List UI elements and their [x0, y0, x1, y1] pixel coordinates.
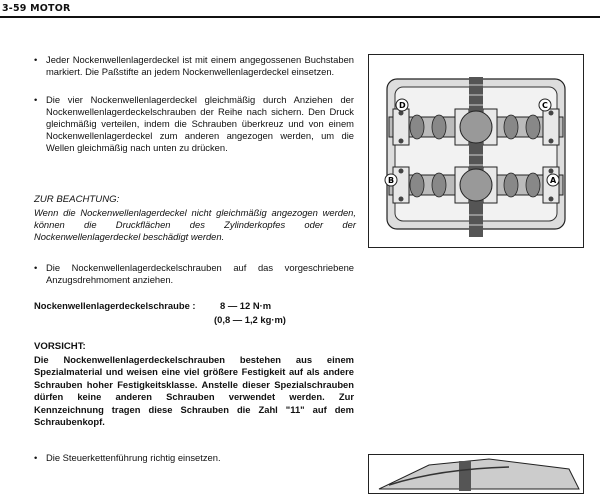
cap-label-c: C [542, 101, 548, 110]
camshaft-caps-figure [368, 54, 584, 248]
header-rule [0, 16, 600, 18]
bullet-bearing-caps-marking: • Jeder Nockenwellenlagerdeckel ist mit einem angegossenen Buchstaben markiert. Die Paßstifte an jedem Nockenwellenlagerdeckel einsetzen. [34, 54, 354, 78]
bullet-torque: • Die Nockenwellenlagerdeckelschrauben auf das vorgeschriebene Anzugsdrehmoment anziehen. [34, 262, 354, 286]
note-title: ZUR BEACHTUNG: [34, 194, 120, 205]
note-text: Wenn die Nockenwellenlagerdeckel nicht gleichmäßig angezogen werden, können die Druckflächen des Zylinderkopfes oder der Nockenwellenlagerdeckel beschädigt werden. [34, 207, 356, 242]
warning-title: VORSICHT: [34, 341, 86, 352]
warning-text: Die Nockenwellenlagerdeckelschrauben bestehen aus einem Spezialmaterial und weisen eine viel größere Festigkeit auf als andere Schrauben hoher Festigkeitsklasse. Anstelle dieser Spezialschrauben dürfen keine anderen Schrauben verwendet werden. Zur Kennzeichnung tragen diese Schrauben die Zahl "11" auf dem Schraubenkopf. [34, 354, 354, 428]
cap-label-a: A [550, 176, 557, 185]
spec-value-kgm: (0,8 — 1,2 kg·m) [214, 314, 286, 325]
cap-label-d: D [399, 101, 406, 110]
bullet-tighten-evenly: • Die vier Nockenwellenlagerdeckel gleichmäßig durch Anziehen der Nockenwellenlagerdeckelschrauben der Reihe nach sichern. Den Druck gleichmäßig verteilen, indem die Schrauben überkreuz und von einem Nockenwellenlagerdeckel zum anderen angezogen werden, um die Wellen gleichmäßig nach unten zu drücken. [34, 94, 354, 154]
cap-label-b: B [388, 176, 395, 185]
chain-guide-figure [368, 454, 584, 494]
page-header [0, 0, 600, 18]
page-title: 3-59 MOTOR [2, 3, 71, 14]
bullet-chain-guide: • Die Steuerkettenführung richtig einsetzen. [34, 452, 354, 464]
camshaft-caps-drawing [369, 55, 583, 247]
spec-value-nm: 8 — 12 N·m [220, 300, 272, 311]
spec-label: Nockenwellenlagerdeckelschraube : [34, 300, 196, 311]
